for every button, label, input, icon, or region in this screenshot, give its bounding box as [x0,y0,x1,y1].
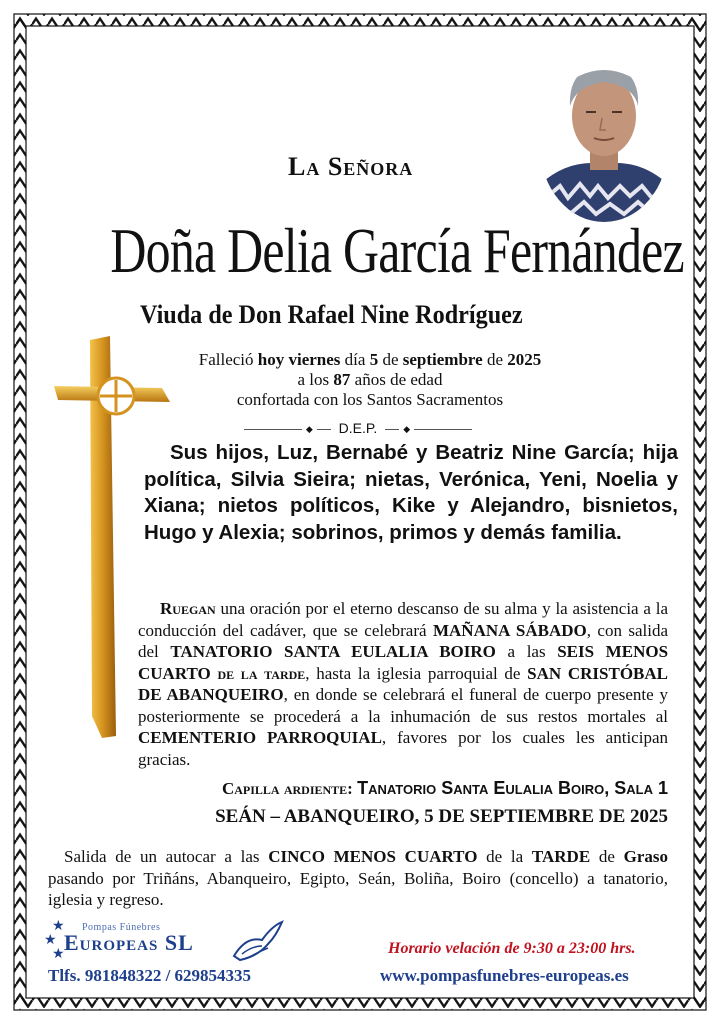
ruegan-tanatorio: TANATORIO SANTA EULALIA BOIRO [170,642,496,661]
capilla-line [150,778,668,799]
death-day-word: día [344,350,366,369]
ruegan-text-3: a las [507,642,546,661]
death-de-1: de [382,350,399,369]
page-title: La Señora [288,152,414,181]
bus-tarde: TARDE [531,847,591,866]
death-day-number: 5 [369,350,379,369]
deceased-name: Doña Delia García Fernández [110,215,684,286]
death-month: septiembre [402,350,483,369]
capilla-label: Capilla ardiente: [221,779,353,798]
ruegan-time-suffix: de la tarde [217,663,306,683]
bus-time: CINCO MENOS CUARTO [268,847,478,866]
ruegan-text-5: , en donde se celebrará el funeral de cuerpo presente y posteriormente se procederá a la inhumación de sus restos mortales al [138,685,668,726]
bus-paragraph [48,846,668,911]
place-date: SEÁN – ABANQUEIRO, 5 DE SEPTIEMBRE DE 2025 [215,806,668,827]
viewing-hours: Horario velación de 9:30 a 23:00 hrs. [388,940,636,957]
bus-origin: Graso [623,847,669,866]
death-details [150,350,590,410]
bus-text-2: de la [486,847,524,866]
ruegan-text-2: , con salida del [138,620,668,661]
ruegan-lead: Ruegan [160,599,216,618]
star-icon: ★ [52,947,65,962]
bus-text-1: Salida de un autocar a las [64,847,260,866]
family-paragraph [144,440,678,546]
age-value: 87 [333,370,351,389]
death-prefix: Falleció [198,350,254,369]
ruegan-text-1: una oración por el eterno descanso de su alma y la asistencia a la conducción del cadáver, que se celebrará [138,599,669,640]
star-icon: ★ [44,933,57,948]
ruegan-cemetery: CEMENTERIO PARROQUIAL [138,728,382,747]
age-suffix: años de edad [354,370,443,389]
diamond-icon: ◆ [403,423,411,434]
sacraments-line: confortada con los Santos Sacramentos [236,390,504,409]
ruegan-paragraph [138,598,668,770]
logo-subtitle: Pompas Fúnebres [82,922,161,933]
phone-numbers: Tlfs. 981848322 / 629854335 [48,966,252,985]
dep-line [228,420,488,436]
death-de-2: de [486,350,503,369]
ruegan-text-4: , hasta la iglesia parroquial de [305,663,521,683]
age-prefix: a los [297,370,330,389]
star-icon: ★ [52,919,65,934]
logo-title: Europeas SL [64,930,194,955]
death-year: 2025 [507,350,542,369]
death-day: hoy viernes [257,350,341,369]
widow-line: Viuda de Don Rafael Nine Rodríguez [140,300,523,329]
capilla-value: Tanatorio Santa Eulalia Boiro, Sala 1 [357,778,668,798]
ruegan-text-6: , favores por los cuales les anticipan gracias. [138,728,668,769]
bus-text-3: de [598,847,615,866]
deceased-portrait [538,46,670,222]
website-link[interactable]: www.pompasfunebres-europeas.es [380,966,629,985]
diamond-icon: ◆ [305,423,313,434]
ruegan-time: SEIS MENOS CUARTO [138,642,669,683]
family-text: Sus hijos, Luz, Bernabé y Beatriz Nine García; hija política, Silvia Sieira; nietas, Verónica, Yeni, Noelia y Xiana; nietos políticos, Kike y Alejandro, bisnietos, Hugo y Alexia; sobrinos, primos y demás familia. [144,441,678,544]
dove-emblem-icon [228,916,286,966]
dep-text: D.E.P. [338,420,378,436]
bus-route: pasando por Triñáns, Abanqueiro, Egipto, Seán, Boliña, Boiro (concello) a tanatorio, iglesia y regreso. [48,868,668,909]
ruegan-day: MAÑANA SÁBADO [432,620,587,640]
ruegan-church: SAN CRISTÓBAL DE ABANQUEIRO [138,663,668,704]
